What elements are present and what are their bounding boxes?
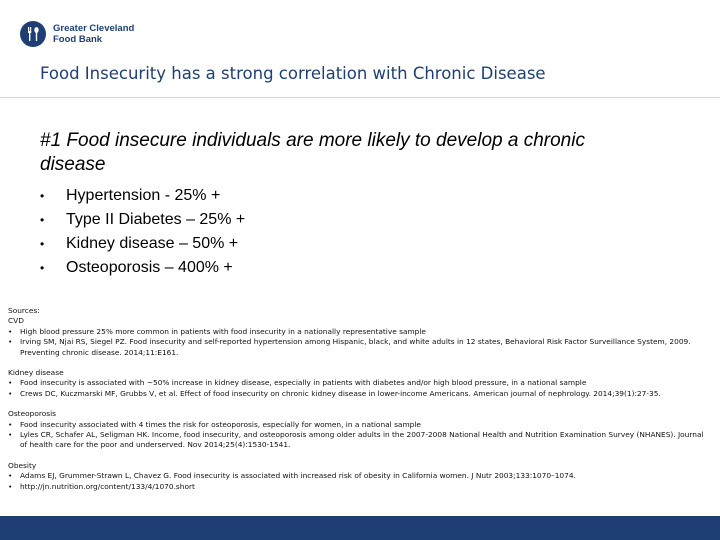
footer-bar [0,516,720,540]
bullet-icon: • [8,481,13,491]
source-item: • Crews DC, Kuczmarski MF, Grubbs V, et al. Effect of food insecurity on chronic kidney disease in lower-income Americans. American journal of nephrology. 2014;39(1):27-35. [8,388,661,398]
source-heading-osteoporosis: Osteoporosis [8,409,56,419]
bullet-icon: • [40,189,45,203]
brand-name [53,23,134,45]
source-heading-obesity: Obesity [8,460,37,470]
bullet-icon: • [40,261,45,275]
brand-line-1: Greater Cleveland [53,23,135,34]
source-item: • Food insecurity is associated with ~50% increase in kidney disease, especially in patients with diabetes and/or high blood pressure, in a national sample [8,378,587,388]
source-item [8,482,708,492]
bullet-icon: • [8,419,13,429]
stat-text: Kidney disease – 50% + [66,235,239,252]
source-item: • Food insecurity associated with 4 times the risk for osteoporosis, especially for women, in a national sample [8,419,421,429]
bullet-icon: • [40,213,45,227]
fork-spoon-logo-icon [20,21,46,47]
list-item [40,208,245,232]
slide-title: Food Insecurity has a strong correlation with Chronic Disease [40,64,546,83]
bullet-icon: • [8,471,13,481]
stat-text: Osteoporosis – 400% + [66,259,233,276]
stat-text: Hypertension - 25% + [66,187,221,204]
bullet-icon: • [8,378,13,388]
brand-logo [20,21,134,47]
source-item: • Adams EJ, Grummer-Strawn L, Chavez G. Food insecurity is associated with increased risk of obesity in California women. J Nutr 2003;133:1070–1074. [8,471,576,481]
source-link[interactable]: http://jn.nutrition.org/content/133/4/1070.short [20,481,195,491]
stats-list [40,184,245,280]
bullet-icon: • [40,237,45,251]
list-item [40,232,245,256]
source-heading-cvd: CVD [8,316,24,326]
source-heading-kidney: Kidney disease [8,368,64,378]
main-heading: #1 Food insecure individuals are more likely to develop a chronic disease [40,130,585,175]
title-divider [0,97,720,98]
sources-section [8,306,708,492]
list-item [40,256,245,280]
list-item [40,184,245,208]
bullet-icon: • [8,388,13,398]
source-item: • High blood pressure 25% more common in patients with food insecurity in a nationally representative sample [8,326,426,336]
source-item: • Irving SM, Njai RS, Siegel PZ. Food insecurity and self-reported hypertension among Hispanic, black, and white adults in 12 states, Behavioral Risk Factor Surveillance System, 2009. Preventing chronic disease. 2014;11:E161. [8,337,691,357]
stat-text: Type II Diabetes – 25% + [66,211,246,228]
brand-line-2: Food Bank [53,34,103,45]
bullet-icon: • [8,337,13,347]
bullet-icon: • [8,430,13,440]
sources-label: Sources: [8,306,40,315]
source-item: • Lyles CR, Schafer AL, Seligman HK. Income, food insecurity, and osteoporosis among older adults in the 2007-2008 National Health and Nutrition Examination Survey (NHANES). Journal of health care for the poor and underserved. Nov 2014;25(4):1530-1541. [8,430,704,450]
bullet-icon: • [8,326,13,336]
